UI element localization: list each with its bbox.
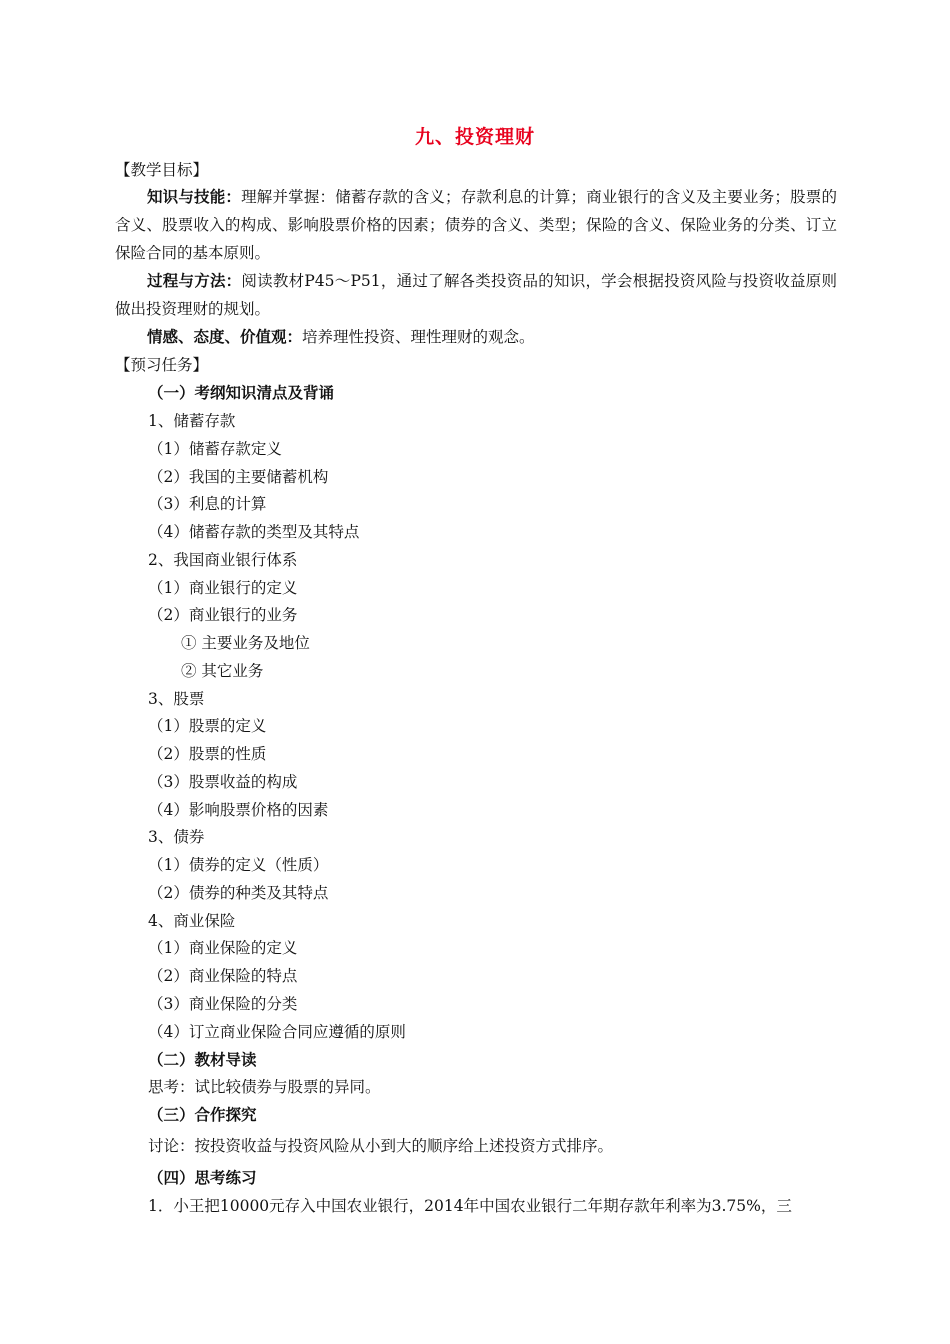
list-item: 4、商业保险: [148, 912, 236, 930]
list-item: （1）商业保险的定义: [148, 939, 298, 957]
list-item: （2）我国的主要储蓄机构: [148, 468, 329, 486]
list-item: 3、股票: [148, 690, 205, 708]
emotion-label: 情感、态度、价值观：: [147, 328, 303, 346]
emotion-paragraph: [115, 323, 837, 351]
list-item: （1）债券的定义（性质）: [148, 856, 329, 874]
section-heading-2: （二）教材导读: [148, 1051, 257, 1069]
knowledge-label: 知识与技能：: [147, 188, 242, 206]
list-item: （1）储蓄存款定义: [148, 440, 282, 458]
list-item: （4）储蓄存款的类型及其特点: [148, 523, 360, 541]
list-item: （2）股票的性质: [148, 745, 267, 763]
discuss-question: 讨论：按投资收益与投资风险从小到大的顺序给上述投资方式排序。: [148, 1137, 614, 1155]
section-heading-3: （三）合作探究: [148, 1106, 257, 1124]
list-item: （3）商业保险的分类: [148, 995, 298, 1013]
list-item: （2）债券的种类及其特点: [148, 884, 329, 902]
list-item: （1）商业银行的定义: [148, 579, 298, 597]
list-item: 3、债券: [148, 828, 205, 846]
exercise-1: 1．小王把10000元存入中国农业银行，2014年中国农业银行二年期存款年利率为3.75%，三: [148, 1197, 792, 1215]
list-item: （4）订立商业保险合同应遵循的原则: [148, 1023, 406, 1041]
list-item: 2、我国商业银行体系: [148, 551, 298, 569]
list-item: （4）影响股票价格的因素: [148, 801, 329, 819]
list-item: （2）商业保险的特点: [148, 967, 298, 985]
emotion-text: 培养理性投资、理性理财的观念。: [302, 328, 535, 346]
process-label: 过程与方法：: [147, 272, 242, 290]
section-heading-4: （四）思考练习: [148, 1169, 257, 1187]
section-heading-1: （一）考纲知识清点及背诵: [148, 384, 335, 402]
knowledge-paragraph: [115, 183, 837, 267]
think-question: 思考：试比较债券与股票的异同。: [148, 1078, 381, 1096]
preview-heading: 【预习任务】: [115, 356, 209, 374]
knowledge-text: 理解并掌握：储蓄存款的含义；存款利息的计算；商业银行的含义及主要业务；股票的含义、股票收入的构成、影响股票价格的因素；债券的含义、类型；保险的含义、保险业务的分类、订立保险合同的基本原则。: [115, 188, 837, 262]
page-title: 九、投资理财: [414, 126, 535, 148]
goals-heading: 【教学目标】: [115, 161, 209, 179]
list-item: （3）利息的计算: [148, 495, 267, 513]
process-text: 阅读教材P45～P51，通过了解各类投资品的知识，学会根据投资风险与投资收益原则做出投资理财的规划。: [115, 272, 837, 318]
process-paragraph: [115, 267, 837, 323]
list-item: 1、储蓄存款: [148, 412, 236, 430]
list-item: （2）商业银行的业务: [148, 606, 298, 624]
list-item: （3）股票收益的构成: [148, 773, 298, 791]
list-item: ① 主要业务及地位: [181, 634, 310, 652]
list-item: （1）股票的定义: [148, 717, 267, 735]
list-item: ② 其它业务: [181, 662, 264, 680]
